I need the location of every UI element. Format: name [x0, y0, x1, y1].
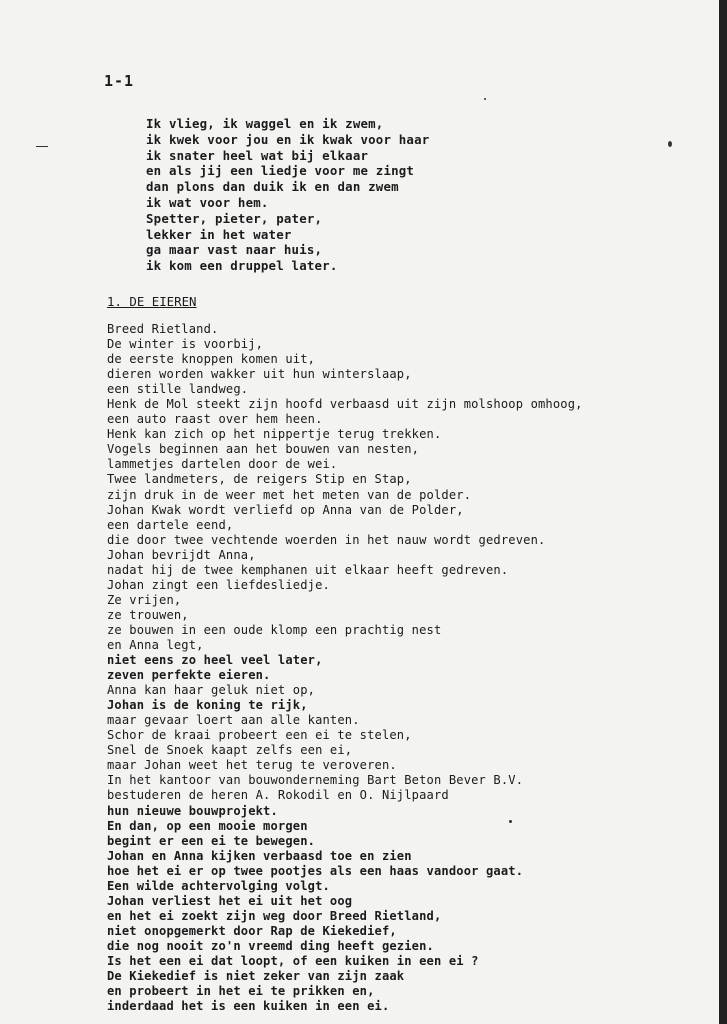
body-line: die door twee vechtende woerden in het nauw wordt gedreven.: [107, 532, 546, 547]
body-line: Snel de Snoek kaapt zelfs een ei,: [107, 743, 353, 758]
body-line: zijn druk in de weer met het meten van de polder.: [107, 487, 472, 502]
body-text-block: [107, 322, 583, 1014]
body-line: Breed Rietland.: [107, 322, 219, 336]
body-line: bestuderen de heren A. Rokodil en O. Nijlpaard: [107, 788, 449, 803]
poem-line: ik kwek voor jou en ik kwak voor haar: [146, 131, 430, 147]
scan-speck: [509, 820, 512, 823]
body-line: maar gevaar loert aan alle kanten.: [107, 713, 360, 728]
page-number: 1-1: [104, 72, 135, 90]
body-line: die nog nooit zo'n vreemd ding heeft gezien.: [107, 938, 434, 953]
body-line: maar Johan weet het terug te veroveren.: [107, 758, 397, 773]
body-line: Schor de kraai probeert een ei te stelen,: [107, 728, 412, 743]
body-line: Vogels beginnen aan het bouwen van nesten,: [107, 442, 420, 457]
body-line: hoe het ei er op twee pootjes als een haas vandoor gaat.: [107, 863, 524, 878]
scan-speck: [484, 98, 486, 100]
poem-line: dan plons dan duik ik en dan zwem: [146, 179, 399, 195]
body-line: Is het een ei dat loopt, of een kuiken in een ei ?: [107, 953, 479, 968]
poem-line: ik wat voor hem.: [146, 194, 269, 210]
body-line: Ze vrijen,: [107, 592, 182, 607]
body-line: Johan is de koning te rijk,: [107, 698, 308, 713]
body-line: Johan bevrijdt Anna,: [107, 547, 256, 562]
body-line: niet onopgemerkt door Rap de Kiekedief,: [107, 923, 397, 938]
body-line: In het kantoor van bouwonderneming Bart Beton Bever B.V.: [107, 773, 524, 788]
body-line: lammetjes dartelen door de wei.: [107, 457, 338, 472]
poem-line: ik snater heel wat bij elkaar: [146, 147, 369, 163]
poem-line: en als jij een liedje voor me zingt: [146, 163, 415, 179]
body-line: Henk kan zich op het nippertje terug trekken.: [107, 427, 442, 442]
poem-line: lekker in het water: [146, 226, 292, 242]
scan-speck: [668, 141, 672, 147]
body-line: Henk de Mol steekt zijn hoofd verbaasd uit zijn molshoop omhoog,: [107, 397, 583, 412]
poem-line: ga maar vast naar huis,: [146, 242, 323, 258]
body-line: Johan verliest het ei uit het oog: [107, 893, 353, 908]
body-line: nadat hij de twee kemphanen uit elkaar heeft gedreven.: [107, 562, 509, 577]
body-line: Anna kan haar geluk niet op,: [107, 683, 316, 698]
body-line: een stille landweg.: [107, 382, 249, 397]
poem-line: ik kom een druppel later.: [146, 258, 338, 274]
body-line: dieren worden wakker uit hun winterslaap,: [107, 367, 412, 382]
poem-line: Ik vlieg, ik waggel en ik zwem,: [146, 116, 384, 131]
body-line: Johan Kwak wordt verliefd op Anna van de Polder,: [107, 502, 464, 517]
body-line: en Anna legt,: [107, 637, 204, 652]
section-heading: 1. DE EIEREN: [107, 294, 197, 309]
body-line: een auto raast over hem heen.: [107, 412, 323, 427]
body-line: Twee landmeters, de reigers Stip en Stap,: [107, 472, 412, 487]
body-line: de eerste knoppen komen uit,: [107, 352, 316, 367]
body-line: Een wilde achtervolging volgt.: [107, 878, 330, 893]
body-line: en het ei zoekt zijn weg door Breed Rietland,: [107, 908, 442, 923]
body-line: niet eens zo heel veel later,: [107, 653, 323, 668]
body-line: En dan, op een mooie morgen: [107, 818, 308, 833]
body-line: en probeert in het ei te prikken en,: [107, 984, 375, 999]
body-line: een dartele eend,: [107, 517, 234, 532]
body-line: begint er een ei te bewegen.: [107, 833, 316, 848]
scan-speck: [36, 146, 48, 147]
body-line: De winter is voorbij,: [107, 337, 264, 352]
body-line: Johan zingt een liefdesliedje.: [107, 577, 330, 592]
scan-edge: [719, 0, 727, 1024]
body-line: De Kiekedief is niet zeker van zijn zaak: [107, 969, 405, 984]
body-line: zeven perfekte eieren.: [107, 668, 271, 683]
body-line: ze trouwen,: [107, 607, 189, 622]
body-line: hun nieuwe bouwprojekt.: [107, 803, 278, 818]
poem-line: Spetter, pieter, pater,: [146, 210, 323, 226]
body-line: inderdaad het is een kuiken in een ei.: [107, 999, 390, 1014]
poem-block: [146, 116, 429, 274]
body-line: ze bouwen in een oude klomp een prachtig nest: [107, 622, 442, 637]
body-line: Johan en Anna kijken verbaasd toe en zien: [107, 848, 412, 863]
